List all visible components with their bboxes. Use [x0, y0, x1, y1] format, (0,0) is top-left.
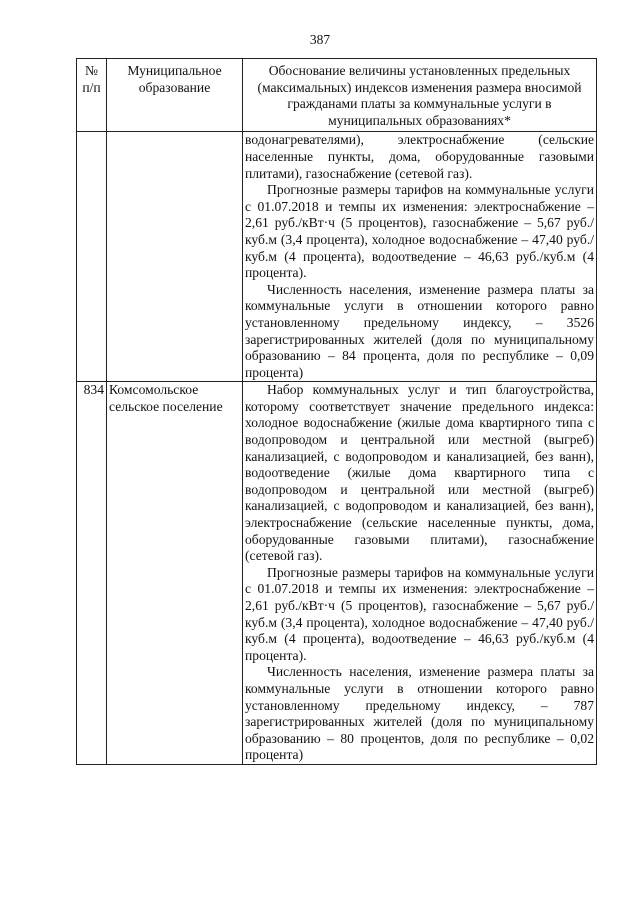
- header-justification: Обоснование величины установленных предельных (максимальных) индексов изменения размера вносимой гражданами платы за коммунальные услуги в муниципальных образованиях*: [243, 59, 597, 132]
- table-header-row: [77, 59, 597, 132]
- row-municipality: [107, 132, 243, 382]
- header-number: № п/п: [77, 59, 107, 132]
- paragraph-amenities-continued: водонагревателями), электроснабжение (сельские населенные пункты, дома, оборудованные газовыми плитами), газоснабжение (сетевой газ).: [245, 132, 594, 181]
- row-justification: [243, 132, 597, 382]
- header-municipality: Муниципальное образование: [107, 59, 243, 132]
- row-municipality: Комсомольское сельское поселение: [107, 382, 243, 765]
- paragraph-population: Численность населения, изменение размера платы за коммунальные услуги в отношении которого равно установленному предельному индексу, – 787 зарегистрированных жителей (доля по муниципальному образованию – 80 процентов, доля по республике – 0,02 процента): [245, 664, 594, 763]
- row-justification: [243, 382, 597, 765]
- paragraph-tariffs: Прогнозные размеры тарифов на коммунальные услуги с 01.07.2018 и темпы их изменения: электроснабжение – 2,61 руб./кВт·ч (5 процентов), газоснабжение – 5,67 руб./куб.м (3,4 процента), холодное водоснабжение – 47,40 руб./куб.м (4 процента), водоотведение – 46,63 руб./куб.м (4 процента).: [245, 564, 594, 663]
- row-number: [77, 132, 107, 382]
- page-number: 387: [309, 32, 331, 47]
- row-number: 834: [77, 382, 107, 765]
- table-row: [77, 132, 597, 382]
- municipal-index-table: [76, 58, 597, 765]
- paragraph-population: Численность населения, изменение размера платы за коммунальные услуги в отношении которого равно установленному предельному индексу, – 3526 зарегистрированных жителей (доля по муниципальному образованию – 84 процента, доля по республике – 0,09 процента): [245, 281, 594, 380]
- paragraph-tariffs: Прогнозные размеры тарифов на коммунальные услуги с 01.07.2018 и темпы их изменения: электроснабжение – 2,61 руб./кВт·ч (5 процентов), газоснабжение – 5,67 руб./куб.м (3,4 процента), холодное водоснабжение – 47,40 руб./куб.м (4 процента), водоотведение – 46,63 руб./куб.м (4 процента).: [245, 182, 594, 281]
- table-row: [77, 382, 597, 765]
- paragraph-amenities: Набор коммунальных услуг и тип благоустройства, которому соответствует значение предельного индекса: холодное водоснабжение (жилые дома квартирного типа с водопроводом и центральной или местной (выгреб) канализацией, с водопроводом и канализацией, без ванн), водоотведение (жилые дома квартирного типа с водопроводом и центральной или местной (выгреб) канализацией, с водопроводом и канализацией, без ванн), электроснабжение (сельские населенные пункты, дома, оборудованные газовыми плитами), газоснабжение (сетевой газ).: [245, 382, 594, 564]
